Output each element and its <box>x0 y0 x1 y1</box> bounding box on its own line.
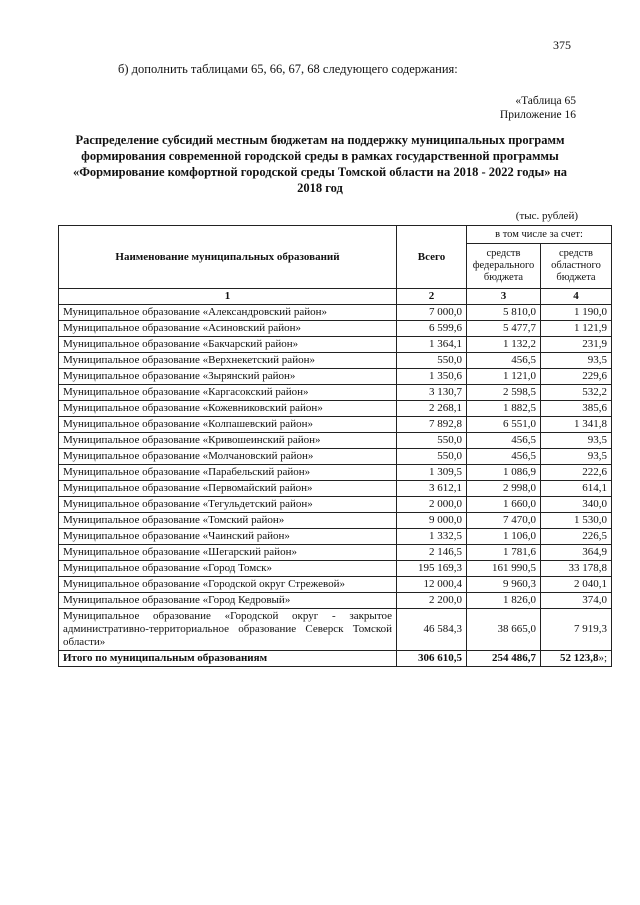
total-value: 9 000,0 <box>397 513 467 529</box>
regional-value: 231,9 <box>541 337 612 353</box>
table-row <box>59 305 612 321</box>
municipality-name: Муниципальное образование «Каргасокский район» <box>59 385 397 401</box>
federal-value: 2 998,0 <box>467 481 541 497</box>
column-number: 4 <box>541 289 612 305</box>
municipality-name: Муниципальное образование «Верхнекетский район» <box>59 353 397 369</box>
municipality-name: Муниципальное образование «Город Томск» <box>59 561 397 577</box>
total-value: 1 364,1 <box>397 337 467 353</box>
table-row <box>59 369 612 385</box>
regional-value: 229,6 <box>541 369 612 385</box>
federal-value: 5 477,7 <box>467 321 541 337</box>
regional-value: 2 040,1 <box>541 577 612 593</box>
total-value: 46 584,3 <box>397 609 467 651</box>
regional-value: 614,1 <box>541 481 612 497</box>
federal-value: 456,5 <box>467 433 541 449</box>
federal-value: 5 810,0 <box>467 305 541 321</box>
federal-value: 9 960,3 <box>467 577 541 593</box>
total-regional-value: 52 123,8 <box>559 652 599 664</box>
header-of-which: в том числе за счет: <box>467 226 612 244</box>
column-number: 1 <box>59 289 397 305</box>
regional-value: 93,5 <box>541 449 612 465</box>
federal-value: 161 990,5 <box>467 561 541 577</box>
table-row <box>59 593 612 609</box>
column-number: 2 <box>397 289 467 305</box>
total-value: 1 332,5 <box>397 529 467 545</box>
table-row <box>59 609 612 651</box>
regional-value: 374,0 <box>541 593 612 609</box>
regional-value: 1 341,8 <box>541 417 612 433</box>
federal-value: 456,5 <box>467 353 541 369</box>
units-label: (тыс. рублей) <box>515 210 578 222</box>
federal-value: 1 121,0 <box>467 369 541 385</box>
header-regional: средств областного бюджета <box>541 244 612 289</box>
federal-value: 1 781,6 <box>467 545 541 561</box>
municipality-name: Муниципальное образование «Город Кедровый» <box>59 593 397 609</box>
table-row <box>59 321 612 337</box>
total-value: 550,0 <box>397 449 467 465</box>
total-value: 550,0 <box>397 353 467 369</box>
column-number: 3 <box>467 289 541 305</box>
table-row <box>59 417 612 433</box>
total-label: Итого по муниципальным образованиям <box>59 651 397 667</box>
regional-value: 340,0 <box>541 497 612 513</box>
total-value: 3 130,7 <box>397 385 467 401</box>
column-number-row <box>59 289 612 305</box>
total-regional <box>541 651 612 667</box>
total-value: 12 000,4 <box>397 577 467 593</box>
regional-value: 1 530,0 <box>541 513 612 529</box>
table-ref-line-1: «Таблица 65 <box>515 95 576 107</box>
intro-text: б) дополнить таблицами 65, 66, 67, 68 следующего содержания: <box>118 62 458 76</box>
federal-value: 38 665,0 <box>467 609 541 651</box>
table-row <box>59 465 612 481</box>
total-value: 2 268,1 <box>397 401 467 417</box>
table-row <box>59 353 612 369</box>
regional-value: 226,5 <box>541 529 612 545</box>
federal-value: 6 551,0 <box>467 417 541 433</box>
table-row <box>59 449 612 465</box>
municipality-name: Муниципальное образование «Молчановский район» <box>59 449 397 465</box>
federal-value: 7 470,0 <box>467 513 541 529</box>
total-value: 550,0 <box>397 433 467 449</box>
total-value: 7 892,8 <box>397 417 467 433</box>
federal-value: 1 826,0 <box>467 593 541 609</box>
municipality-name: Муниципальное образование «Асиновский район» <box>59 321 397 337</box>
federal-value: 1 086,9 <box>467 465 541 481</box>
regional-value: 385,6 <box>541 401 612 417</box>
municipality-name: Муниципальное образование «Александровский район» <box>59 305 397 321</box>
header-total: Всего <box>397 226 467 289</box>
municipality-name: Муниципальное образование «Бакчарский район» <box>59 337 397 353</box>
table-row <box>59 561 612 577</box>
regional-value: 93,5 <box>541 353 612 369</box>
table-row <box>59 545 612 561</box>
total-value: 1 350,6 <box>397 369 467 385</box>
table-row <box>59 577 612 593</box>
regional-value: 222,6 <box>541 465 612 481</box>
table-row <box>59 513 612 529</box>
total-value: 7 000,0 <box>397 305 467 321</box>
municipality-name: Муниципальное образование «Первомайский район» <box>59 481 397 497</box>
regional-value: 7 919,3 <box>541 609 612 651</box>
total-row <box>59 651 612 667</box>
municipality-name: Муниципальное образование «Городской округ Стрежевой» <box>59 577 397 593</box>
municipality-name: Муниципальное образование «Городской округ - закрытое административно-территориальное образование Северск Томской области» <box>59 609 397 651</box>
total-all: 306 610,5 <box>397 651 467 667</box>
table-row <box>59 433 612 449</box>
header-name: Наименование муниципальных образований <box>59 226 397 289</box>
table-row <box>59 497 612 513</box>
total-value: 2 000,0 <box>397 497 467 513</box>
regional-value: 532,2 <box>541 385 612 401</box>
regional-value: 33 178,8 <box>541 561 612 577</box>
federal-value: 2 598,5 <box>467 385 541 401</box>
table-row <box>59 337 612 353</box>
total-value: 3 612,1 <box>397 481 467 497</box>
total-value: 2 200,0 <box>397 593 467 609</box>
document-title: Распределение субсидий местным бюджетам на поддержку муниципальных программ формирования современной городской среды в рамках государственной программы «Формирование комфортной городской среды Томской области на 2018 - 2022 годы» на 2018 год <box>72 133 568 195</box>
total-value: 6 599,6 <box>397 321 467 337</box>
header-federal: средств федерального бюджета <box>467 244 541 289</box>
municipality-name: Муниципальное образование «Кривошеинский район» <box>59 433 397 449</box>
federal-value: 1 132,2 <box>467 337 541 353</box>
municipality-name: Муниципальное образование «Колпашевский район» <box>59 417 397 433</box>
federal-value: 1 106,0 <box>467 529 541 545</box>
municipality-name: Муниципальное образование «Парабельский район» <box>59 465 397 481</box>
municipality-name: Муниципальное образование «Зырянский район» <box>59 369 397 385</box>
municipality-name: Муниципальное образование «Чаинский район» <box>59 529 397 545</box>
total-value: 195 169,3 <box>397 561 467 577</box>
total-federal: 254 486,7 <box>467 651 541 667</box>
federal-value: 1 660,0 <box>467 497 541 513</box>
total-value: 2 146,5 <box>397 545 467 561</box>
municipality-name: Муниципальное образование «Шегарский район» <box>59 545 397 561</box>
table-reference <box>500 94 576 122</box>
closing-quote: »; <box>598 652 607 664</box>
municipality-name: Муниципальное образование «Кожевниковский район» <box>59 401 397 417</box>
total-value: 1 309,5 <box>397 465 467 481</box>
federal-value: 456,5 <box>467 449 541 465</box>
regional-value: 93,5 <box>541 433 612 449</box>
table-row <box>59 401 612 417</box>
page-number: 375 <box>553 38 571 52</box>
table-row <box>59 481 612 497</box>
municipality-name: Муниципальное образование «Томский район» <box>59 513 397 529</box>
table-row <box>59 529 612 545</box>
table-row <box>59 385 612 401</box>
regional-value: 1 121,9 <box>541 321 612 337</box>
table-ref-line-2: Приложение 16 <box>499 109 576 121</box>
regional-value: 364,9 <box>541 545 612 561</box>
municipality-name: Муниципальное образование «Тегульдетский район» <box>59 497 397 513</box>
table-body <box>59 305 612 651</box>
regional-value: 1 190,0 <box>541 305 612 321</box>
federal-value: 1 882,5 <box>467 401 541 417</box>
subsidy-table <box>58 225 612 667</box>
